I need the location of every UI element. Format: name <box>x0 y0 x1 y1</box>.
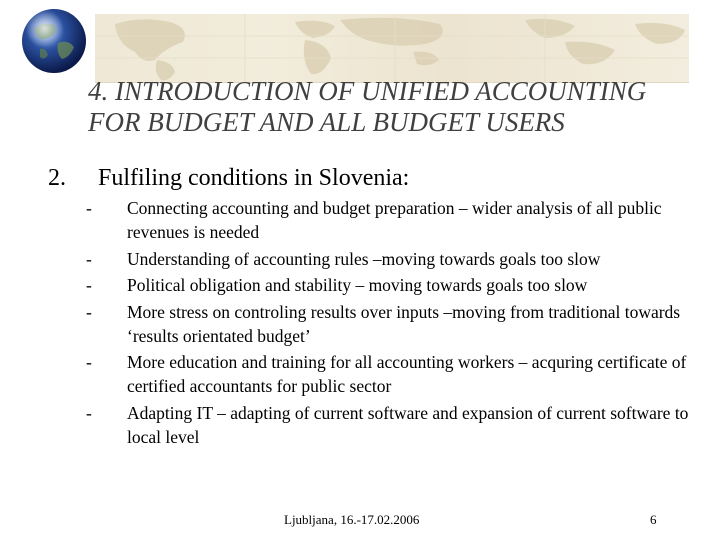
bullet-text: More education and training for all accounting workers – acquring certificate of certified accountants for public sector <box>127 352 687 396</box>
bullet-dash: - <box>86 275 92 295</box>
list-item <box>86 350 696 398</box>
bullet-dash: - <box>86 402 92 423</box>
list-item <box>86 273 696 297</box>
bullet-text: Political obligation and stability – moving towards goals too slow <box>127 275 588 295</box>
slide-title <box>88 76 708 138</box>
slide-title-line1: 4. INTRODUCTION OF UNIFIED ACCOUNTING <box>88 76 647 106</box>
slide-title-line2: FOR BUDGET AND ALL BUDGET USERS <box>88 107 565 137</box>
globe-icon <box>20 7 88 75</box>
list-item <box>86 300 696 348</box>
section-heading-text: Fulfiling conditions in Slovenia: <box>98 165 410 191</box>
bullet-dash: - <box>86 301 92 322</box>
world-map-banner <box>95 14 689 83</box>
world-map-graphic <box>95 14 689 82</box>
bullet-text: Adapting IT – adapting of current software and expansion of current software to local level <box>127 402 689 447</box>
bullet-list <box>86 196 696 451</box>
list-item <box>86 247 696 271</box>
page-number: 6 <box>650 512 657 527</box>
bullet-dash: - <box>86 352 92 372</box>
list-item <box>86 196 696 244</box>
bullet-text: Understanding of accounting rules –moving towards goals too slow <box>127 248 601 269</box>
bullet-text: Connecting accounting and budget preparation – wider analysis of all public revenues is needed <box>127 198 662 242</box>
list-item <box>86 401 696 449</box>
slide-footer: Ljubljana, 16.-17.02.2006 <box>284 512 420 527</box>
section-number: 2. <box>48 165 66 191</box>
bullet-text: More stress on controling results over inputs –moving from traditional towards ‘results orientated budget’ <box>127 301 681 346</box>
bullet-dash: - <box>86 248 92 269</box>
bullet-dash: - <box>86 198 92 218</box>
